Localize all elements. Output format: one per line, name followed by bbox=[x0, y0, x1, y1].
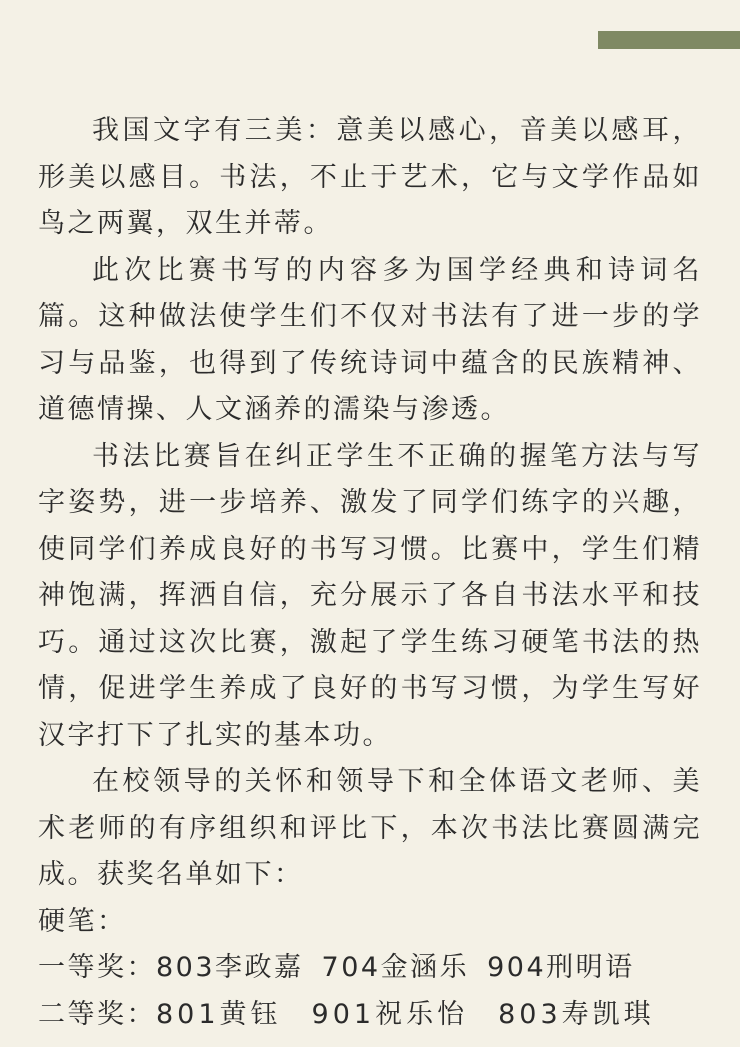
category-heading: 硬笔： bbox=[38, 905, 127, 937]
paragraph-purpose: 书法比赛旨在纠正学生不正确的握笔方法与写字姿势，进一步培养、激发了同学们练字的兴趣，使同学们养成良好的书写习惯。比赛中，学生们精神饱满，挥洒自信，充分展示了各自书法水平和技巧。通过这次比赛，激起了学生练习硬笔书法的热情，促进学生养成了良好的书写习惯，为学生写好汉字打下了扎实的基本功。 bbox=[38, 440, 702, 751]
paragraph-conclusion: 在校领导的关怀和领导下和全体语文老师、美术老师的有序组织和评比下，本次书法比赛圆满完成。获奖名单如下： bbox=[38, 766, 702, 890]
winner-name: 901祝乐怡 bbox=[311, 998, 469, 1030]
winner-name: 803寿凯琪 bbox=[498, 998, 655, 1030]
winner-name: 801黄钰 bbox=[156, 998, 282, 1030]
winner-name: 704金涵乐 bbox=[321, 952, 470, 983]
award-label: 一等奖： bbox=[38, 952, 156, 983]
winner-name: 904刑明语 bbox=[487, 952, 635, 983]
award-label: 二等奖： bbox=[38, 998, 156, 1030]
award-row-first bbox=[38, 945, 702, 992]
decorative-accent-bar bbox=[598, 31, 740, 49]
winner-name: 803李政嘉 bbox=[156, 952, 304, 983]
paragraph-intro: 我国文字有三美：意美以感心，音美以感耳，形美以感目。书法，不止于艺术，它与文学作品如鸟之两翼，双生并蒂。 bbox=[38, 115, 702, 239]
award-row-second bbox=[38, 992, 702, 1039]
article-body bbox=[38, 108, 702, 1038]
paragraph-content: 此次比赛书写的内容多为国学经典和诗词名篇。这种做法使学生们不仅对书法有了进一步的学习与品鉴，也得到了传统诗词中蕴含的民族精神、道德情操、人文涵养的濡染与渗透。 bbox=[38, 254, 702, 425]
